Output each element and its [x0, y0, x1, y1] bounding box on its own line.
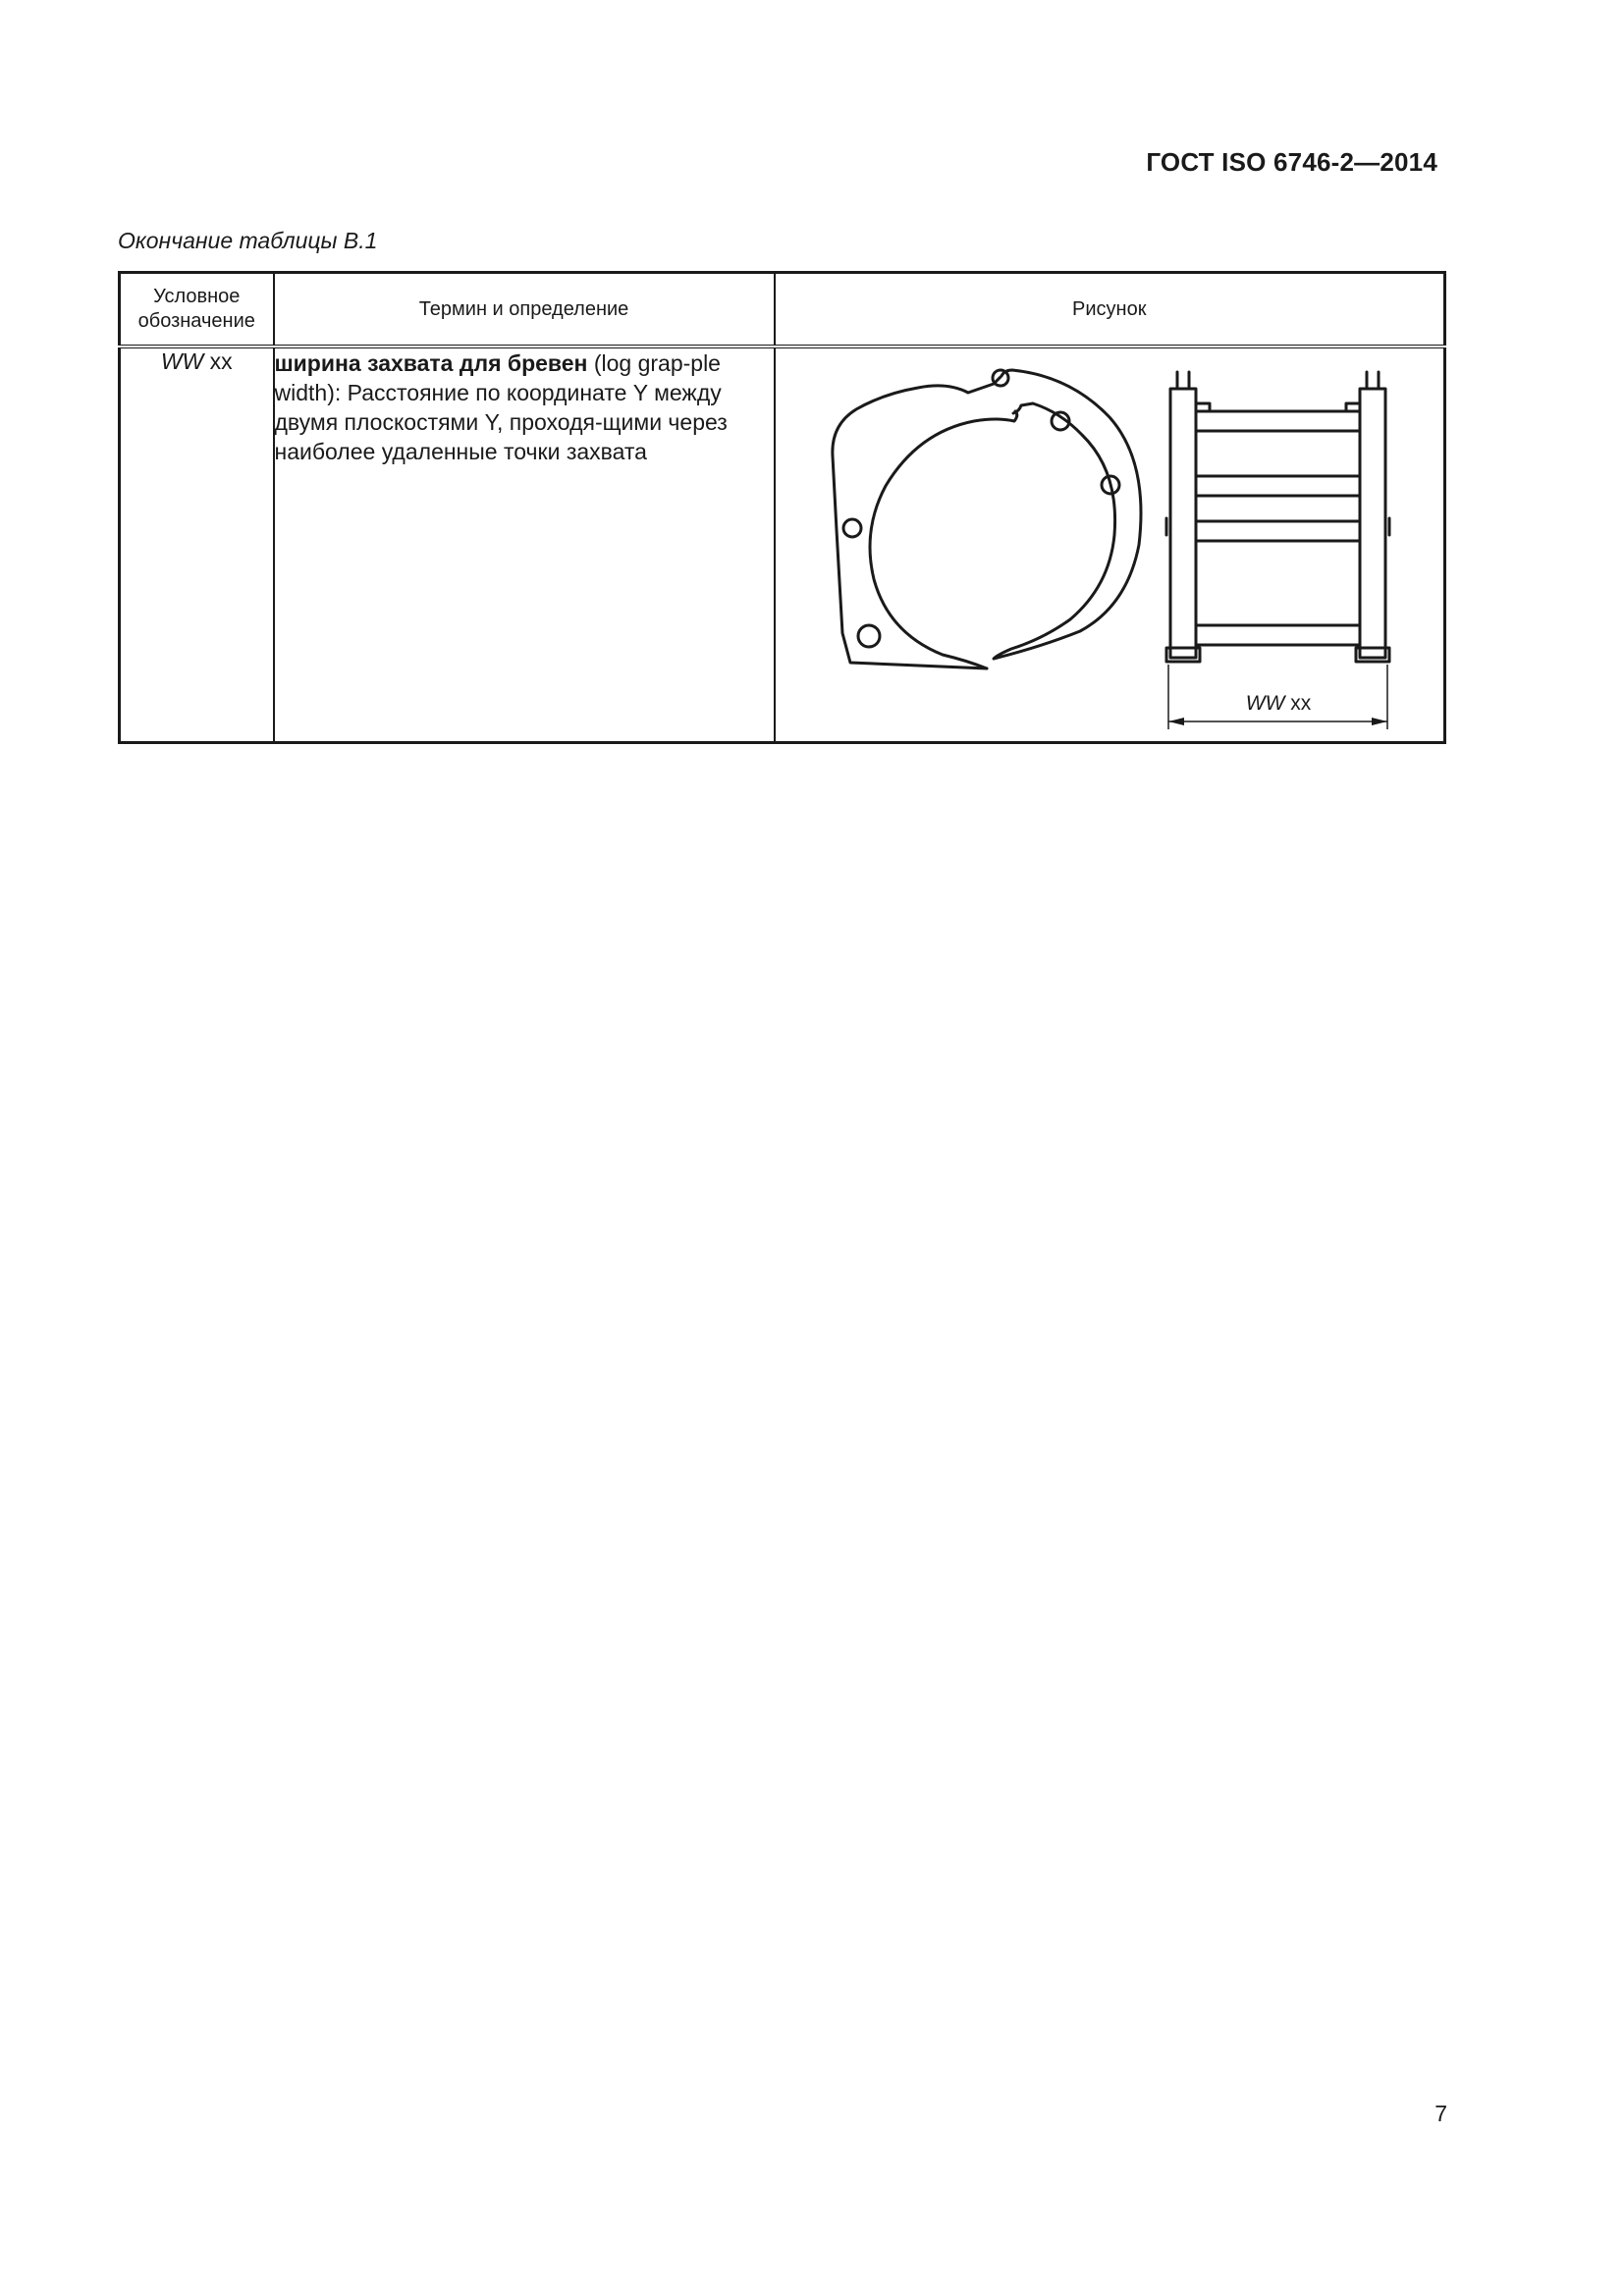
left-tine: [1170, 389, 1196, 658]
grapple-hole-bottom: [858, 625, 880, 647]
dimension-label: [1245, 692, 1311, 715]
column-header-symbol-line1: Условное: [153, 286, 241, 307]
grapple-hole-left: [843, 519, 861, 537]
column-header-symbol-line2: обозначение: [137, 310, 255, 332]
table-caption: Окончание таблицы В.1: [118, 228, 378, 253]
grapple-outer-contour: [832, 370, 1140, 668]
document-standard-id: ГОСТ ISO 6746-2—2014: [1146, 147, 1437, 177]
term-name: ширина захвата для бревен: [274, 350, 588, 376]
table-row: [120, 347, 1445, 743]
grapple-front-view: [1166, 372, 1389, 662]
symbol-suffix: xx: [203, 348, 233, 374]
terms-table: [118, 271, 1446, 744]
page-number: 7: [1435, 2101, 1447, 2126]
grapple-inner-arc: [870, 411, 1017, 668]
symbol-italic: WW: [160, 348, 204, 374]
grapple-side-view: [832, 370, 1140, 668]
definition-cell: [274, 347, 775, 743]
right-tine: [1360, 389, 1385, 658]
dimension-label-suffix: xx: [1283, 692, 1311, 715]
figure-cell: [775, 347, 1445, 743]
arrow-right: [1372, 718, 1387, 725]
column-header-term: Термин и определение: [274, 273, 775, 347]
term-definition: (log grap-ple width): Расстояние по координате Y между двумя плоскостями Y, проходя-щими через наиболее удаленные точки захвата: [274, 350, 728, 464]
symbol-cell: [120, 347, 274, 743]
arrow-left: [1168, 718, 1184, 725]
column-header-symbol: [120, 273, 274, 347]
log-grapple-figure: [776, 348, 1443, 741]
dimension-label-italic: WW: [1245, 692, 1284, 715]
table-header-row: [120, 273, 1445, 347]
column-header-figure: Рисунок: [775, 273, 1445, 347]
